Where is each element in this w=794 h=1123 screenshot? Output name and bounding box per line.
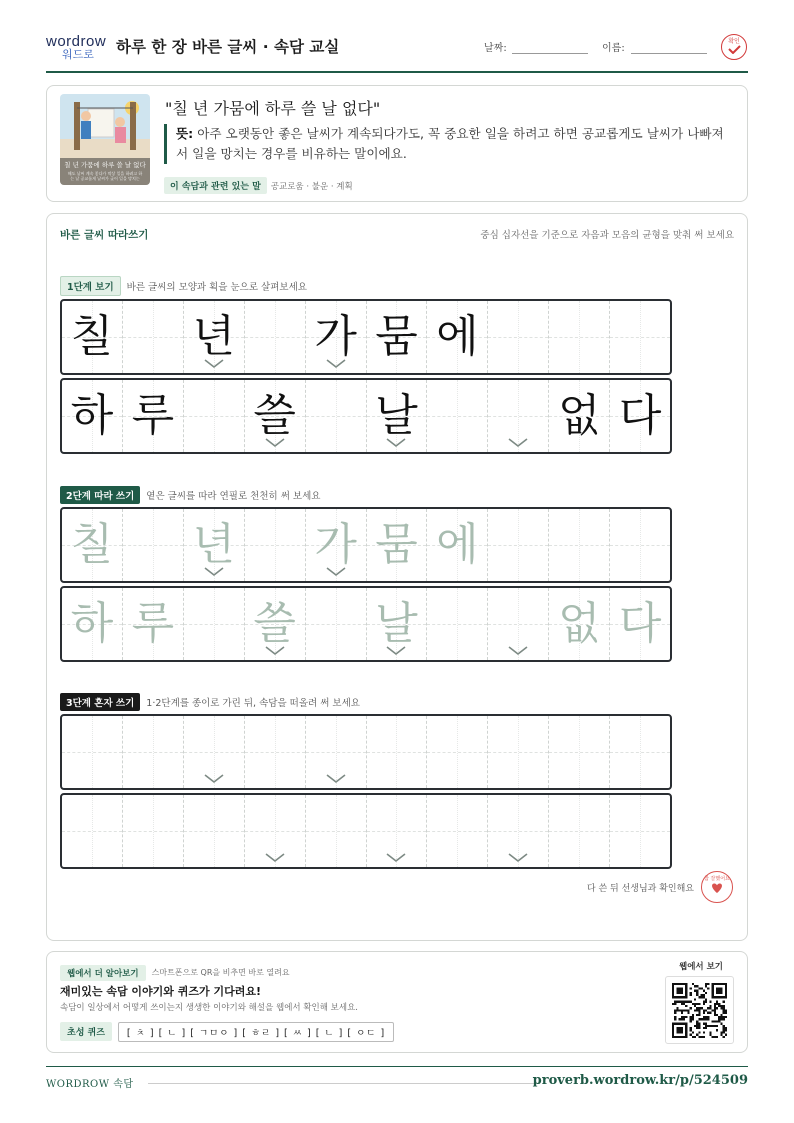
page-title: 하루 한 장 바른 글씨 · 속담 교실 [116, 38, 340, 56]
grid-cell [245, 380, 306, 452]
space-mark-icon [386, 646, 406, 656]
grid-cell[interactable] [245, 716, 306, 788]
grid-cell[interactable] [427, 795, 488, 867]
grid-row-step1-a [60, 299, 672, 375]
web-more-hint: 스마트폰으로 QR을 비추면 바로 열려요 [151, 968, 290, 977]
grid-cell[interactable] [549, 588, 610, 660]
heart-stamp-text: 참 잘했어요 [704, 876, 730, 882]
grid-cell[interactable] [427, 588, 488, 660]
grid-character: 쓸 [253, 598, 296, 649]
grid-cell[interactable] [367, 588, 428, 660]
space-mark-icon [326, 774, 346, 784]
brand-korean: 워드로 [62, 48, 94, 61]
grid-cell[interactable] [488, 509, 549, 581]
space-mark-icon [508, 853, 528, 863]
thumb-subtext: 해도 날씨 계속 좋다가 막상 일을 하려고 하는 날 공교롭게 날씨가 궂어 일을 망치는 [67, 171, 143, 181]
practice-hint: 중심 십자선을 기준으로 자음과 모음의 균형을 맞춰 써 보세요 [480, 230, 734, 241]
grid-character: 가 [314, 311, 357, 362]
grid-cell [123, 301, 184, 373]
grid-cell[interactable] [488, 716, 549, 788]
grid-cell[interactable] [549, 716, 610, 788]
web-more-header [60, 962, 290, 981]
thumb-caption: 칠 년 가뭄에 하루 쓸 날 없다 [64, 161, 146, 169]
step1-badge: 1단계 보기 [60, 276, 121, 296]
grid-character: 년 [192, 519, 236, 570]
step1-text: 바른 글씨의 모양과 획을 눈으로 살펴보세요 [126, 281, 307, 293]
web-more-badge: 웹에서 더 알아보기 [60, 965, 146, 981]
grid-cell[interactable] [610, 795, 670, 867]
grid-cell [549, 301, 610, 373]
grid-cell[interactable] [488, 795, 549, 867]
space-mark-icon [204, 774, 224, 784]
heart-icon [710, 882, 724, 894]
grid-row-step3-a[interactable] [60, 714, 672, 790]
grid-character: 날 [375, 598, 418, 649]
grid-cell [488, 380, 549, 452]
grid-character: 칠 [70, 519, 114, 570]
footer-line [148, 1083, 538, 1084]
quiz-label: 초성 퀴즈 [60, 1022, 112, 1041]
grid-row-step1-b [60, 378, 672, 454]
grid-character: 년 [192, 311, 236, 362]
grid-cell[interactable] [549, 509, 610, 581]
related-label: 이 속담과 관련 있는 말 [164, 177, 267, 194]
grid-cell [184, 301, 245, 373]
grid-cell [245, 301, 306, 373]
grid-character: 없 [557, 390, 601, 441]
grid-cell[interactable] [306, 588, 367, 660]
brand-logo [46, 34, 108, 62]
grid-cell [306, 380, 367, 452]
grid-character: 에 [436, 311, 479, 362]
grid-character: 루 [131, 598, 175, 649]
footer-divider [46, 1066, 748, 1067]
proverb-title: "칠 년 가뭄에 하루 쓸 날 없다" [165, 99, 381, 118]
proverb-meaning [164, 124, 724, 164]
step2-header [60, 484, 320, 502]
grid-character: 뭄 [375, 519, 418, 570]
qr-label: 웹에서 보기 [679, 962, 724, 972]
step1-header [60, 275, 307, 293]
space-mark-icon [386, 438, 406, 448]
qr-code-icon[interactable] [665, 976, 734, 1044]
grid-cell[interactable] [549, 795, 610, 867]
grid-character: 루 [131, 390, 175, 441]
related-tag-list: 공교로움 · 불운 · 계획 [270, 181, 353, 192]
footer-brand: WORDROW 속담 [46, 1079, 134, 1090]
step2-text: 옅은 글씨를 따라 연필로 천천히 써 보세요 [146, 490, 321, 502]
grid-cell [427, 380, 488, 452]
grid-cell[interactable] [367, 795, 428, 867]
step3-header [60, 691, 360, 709]
grid-cell [184, 380, 245, 452]
quiz-hints: [ ㅊ ] [ ㄴ ] [ ㄱㅁㅇ ] [ ㅎㄹ ] [ ㅆ ] [ ㄴ ] [ ㅇㄷ ] [118, 1022, 394, 1042]
grid-cell[interactable] [427, 509, 488, 581]
step2-badge: 2단계 따라 쓰기 [60, 486, 140, 504]
grid-cell[interactable] [610, 588, 670, 660]
grid-character: 가 [314, 519, 357, 570]
footer-url[interactable]: proverb.wordrow.kr/p/524509 [532, 1073, 748, 1088]
brand-wordmark: wordrow [46, 33, 107, 50]
meaning-text: 아주 오랫동안 좋은 날씨가 계속되다가도, 꼭 중요한 일을 하려고 하면 공교롭게도 날씨가 나빠져서 일을 망치는 경우를 비유하는 말이에요. [176, 126, 724, 161]
grid-cell[interactable] [427, 716, 488, 788]
grid-character: 하 [70, 390, 114, 441]
space-mark-icon [508, 646, 528, 656]
space-mark-icon [265, 853, 285, 863]
grid-character: 칠 [70, 311, 114, 362]
space-mark-icon [326, 359, 346, 369]
check-stamp-icon [721, 34, 747, 60]
space-mark-icon [508, 438, 528, 448]
grid-cell[interactable] [184, 509, 245, 581]
grid-cell [427, 301, 488, 373]
grid-cell[interactable] [184, 795, 245, 867]
grid-cell[interactable] [306, 716, 367, 788]
grid-cell[interactable] [367, 509, 428, 581]
space-mark-icon [204, 359, 224, 369]
qr-code-graphic [672, 983, 727, 1038]
teacher-check-text: 다 쓴 뒤 선생님과 확인해요 [586, 884, 694, 894]
date-field[interactable] [512, 53, 588, 54]
heart-stamp-icon [701, 871, 733, 903]
space-mark-icon [265, 438, 285, 448]
grid-row-step3-b[interactable] [60, 793, 672, 869]
practice-title: 바른 글씨 따라쓰기 [60, 229, 149, 241]
grid-cell[interactable] [123, 509, 184, 581]
grid-cell[interactable] [62, 588, 123, 660]
grid-cell[interactable] [610, 509, 670, 581]
grid-character: 뭄 [375, 311, 418, 362]
grid-cell[interactable] [488, 588, 549, 660]
checkmark-icon [727, 45, 741, 54]
step3-text: 1·2단계를 종이로 가린 뒤, 속담을 떠올려 써 보세요 [146, 697, 360, 709]
space-mark-icon [204, 567, 224, 577]
grid-character: 쓸 [253, 390, 296, 441]
related-tags [164, 175, 353, 191]
grid-cell[interactable] [306, 795, 367, 867]
stamp-text: 확인 [728, 38, 740, 45]
grid-cell [367, 380, 428, 452]
grid-cell[interactable] [367, 716, 428, 788]
name-label: 이름: [602, 43, 625, 54]
grid-cell [306, 301, 367, 373]
grid-cell[interactable] [306, 509, 367, 581]
grid-cell[interactable] [62, 509, 123, 581]
web-more-description: 속담이 일상에서 어떻게 쓰이는지 생생한 이야기와 해설을 웹에서 확인해 보세요. [60, 1003, 358, 1013]
grid-cell[interactable] [184, 588, 245, 660]
web-more-headline: 재미있는 속담 이야기와 퀴즈가 기다려요! [60, 985, 261, 998]
grid-character: 다 [618, 598, 662, 649]
grid-cell[interactable] [123, 588, 184, 660]
grid-cell [123, 380, 184, 452]
name-field[interactable] [631, 53, 707, 54]
grid-cell[interactable] [62, 795, 123, 867]
grid-cell[interactable] [123, 716, 184, 788]
grid-cell[interactable] [62, 716, 123, 788]
grid-cell [610, 301, 670, 373]
space-mark-icon [386, 853, 406, 863]
grid-character: 날 [375, 390, 418, 441]
grid-cell[interactable] [245, 588, 306, 660]
grid-cell[interactable] [245, 795, 306, 867]
grid-row-step2-b[interactable] [60, 586, 672, 662]
grid-cell[interactable] [123, 795, 184, 867]
grid-character: 다 [618, 390, 662, 441]
grid-cell [549, 380, 610, 452]
grid-cell[interactable] [245, 509, 306, 581]
grid-character: 없 [557, 598, 601, 649]
grid-cell [488, 301, 549, 373]
date-label: 날짜: [484, 43, 507, 54]
space-mark-icon [326, 567, 346, 577]
grid-cell [367, 301, 428, 373]
grid-character: 에 [436, 519, 479, 570]
proverb-illustration [60, 94, 150, 185]
grid-cell [610, 380, 670, 452]
grid-cell [62, 301, 123, 373]
step3-badge: 3단계 혼자 쓰기 [60, 693, 140, 711]
grid-cell[interactable] [184, 716, 245, 788]
grid-cell[interactable] [610, 716, 670, 788]
grid-row-step2-a[interactable] [60, 507, 672, 583]
chosung-quiz [60, 1021, 394, 1042]
header-divider [46, 71, 748, 73]
grid-character: 하 [70, 598, 114, 649]
meaning-label: 뜻: [176, 126, 194, 141]
grid-cell [62, 380, 123, 452]
space-mark-icon [265, 646, 285, 656]
